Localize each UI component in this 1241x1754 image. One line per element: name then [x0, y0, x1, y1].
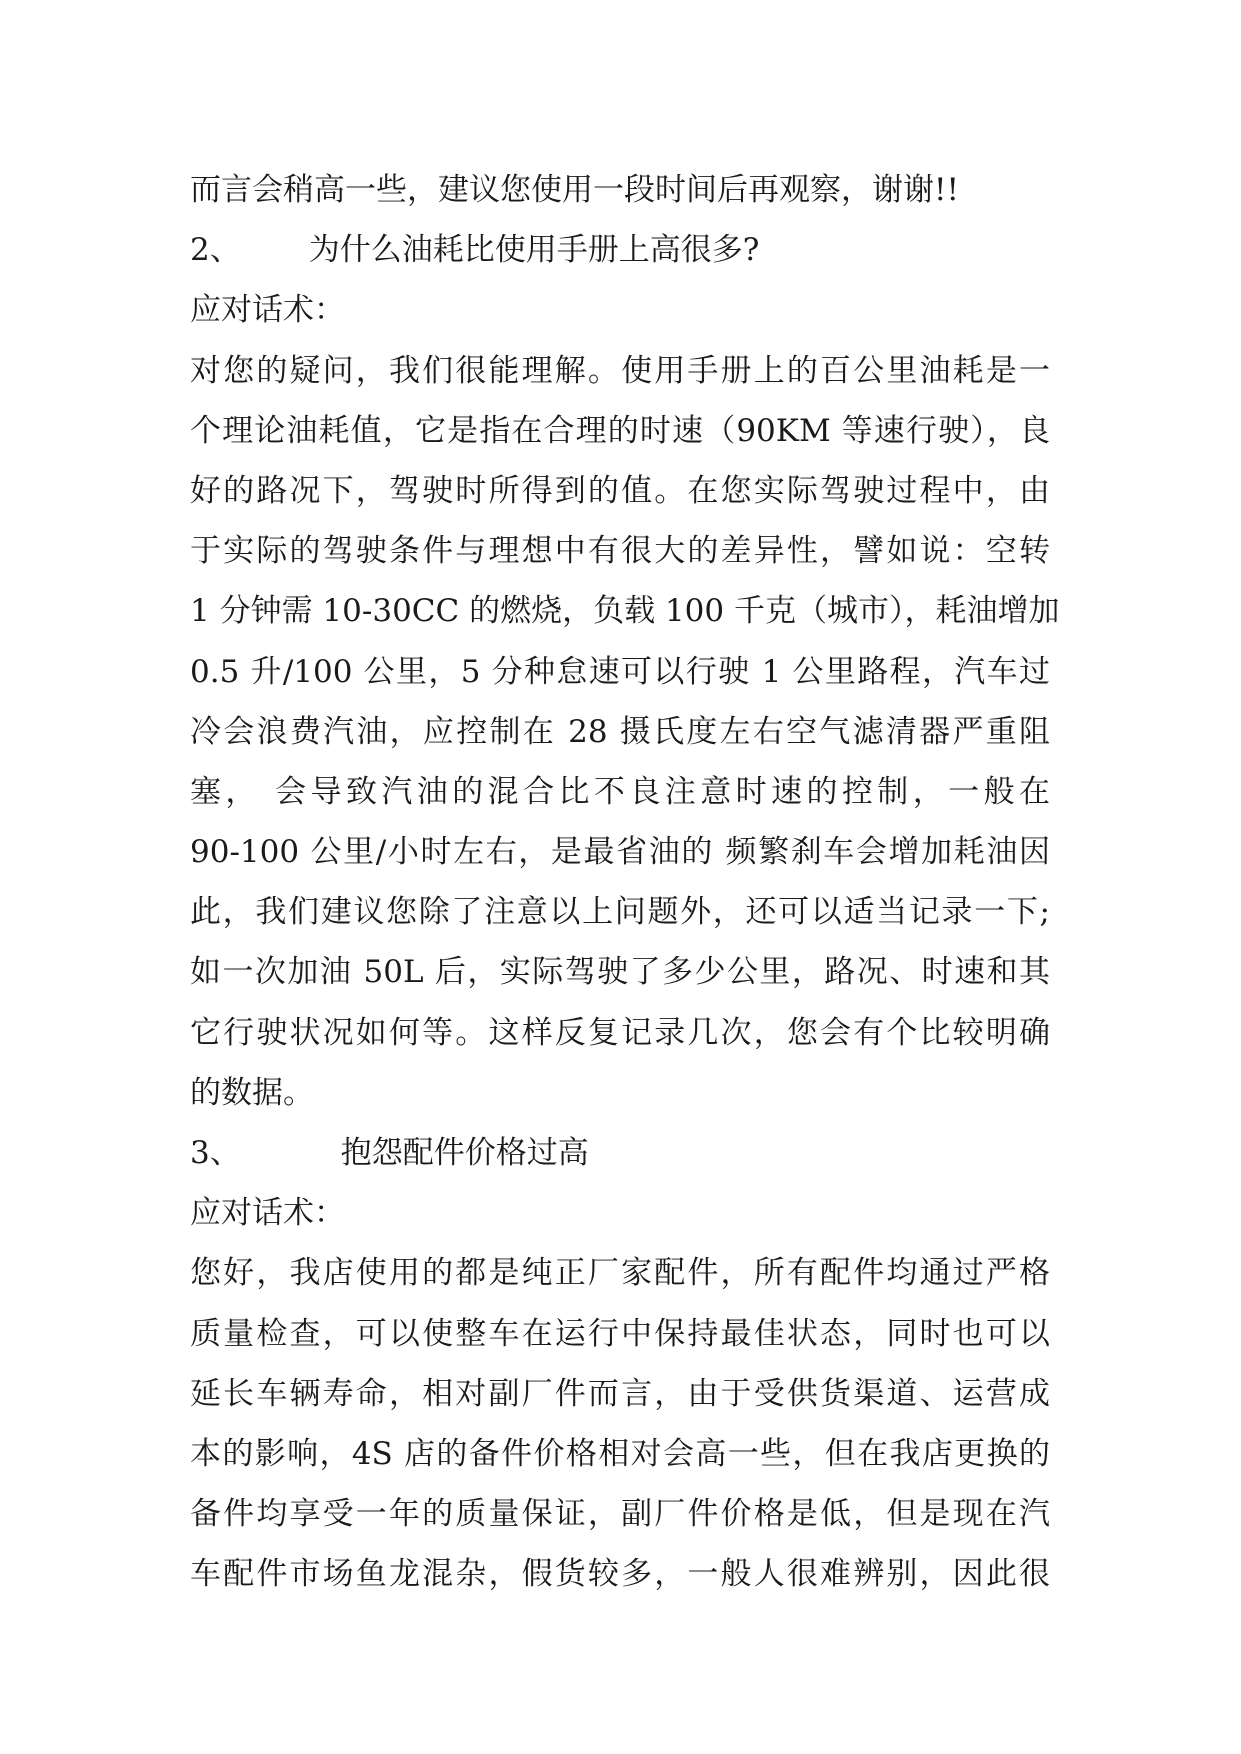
paragraph-line: 0.5 升/100 公里，5 分种怠速可以行驶 1 公里路程，汽车过: [190, 653, 1050, 690]
paragraph-line: 它行驶状况如何等。这样反复记录几次，您会有个比较明确: [190, 1014, 1050, 1051]
paragraph-line: 如一次加油 50L 后，实际驾驶了多少公里，路况、时速和其: [190, 954, 1050, 991]
paragraph-line: 本的影响，4S 店的备件价格相对会高一些，但在我店更换的: [190, 1435, 1050, 1472]
paragraph-line: 此，我们建议您除了注意以上问题外，还可以适当记录一下;: [190, 894, 1050, 931]
heading-number: 2、: [190, 232, 241, 269]
paragraph-line: 塞， 会导致汽油的混合比不良注意时速的控制，一般在: [190, 773, 1050, 810]
section-heading-3: [190, 1123, 1050, 1183]
paragraph-line: 备件均享受一年的质量保证，副厂件价格是低，但是现在汽: [190, 1496, 1050, 1533]
paragraph-line: 质量检查，可以使整车在运行中保持最佳状态，同时也可以: [190, 1315, 1050, 1352]
section-heading-2: [190, 220, 1050, 280]
paragraph-line: 对您的疑问，我们很能理解。使用手册上的百公里油耗是一: [190, 352, 1050, 389]
heading-title: 抱怨配件价格过高: [340, 1135, 589, 1171]
paragraph-line: 冷会浪费汽油，应控制在 28 摄氏度左右空气滤清器严重阻: [190, 713, 1050, 750]
paragraph-line: 而言会稍高一些，建议您使用一段时间后再观察，谢谢!!: [190, 172, 959, 208]
paragraph-line: 好的路况下，驾驶时所得到的值。在您实际驾驶过程中，由: [190, 472, 1050, 509]
paragraph-line: 于实际的驾驶条件与理想中有很大的差异性，譬如说：空转: [190, 533, 1050, 570]
paragraph-line: 的数据。: [190, 1074, 314, 1111]
document-body: [190, 160, 1060, 1605]
paragraph-line: 车配件市场鱼龙混杂，假货较多，一般人很难辨别，因此很: [190, 1556, 1050, 1593]
response-script-label: 应对话术：: [190, 1195, 345, 1232]
paragraph-line: 个理论油耗值，它是指在合理的时速（90KM 等速行驶），良: [190, 412, 1050, 449]
paragraph-line: 您好，我店使用的都是纯正厂家配件，所有配件均通过严格: [190, 1255, 1050, 1292]
paragraph-line: 1 分钟需 10-30CC 的燃烧，负载 100 千克（城市），耗油增加: [190, 593, 1060, 630]
heading-number: 3、: [190, 1135, 241, 1171]
heading-title: 为什么油耗比使用手册上高很多?: [308, 232, 760, 269]
paragraph-line: 90-100 公里/小时左右，是最省油的 频繁刹车会增加耗油因: [190, 834, 1050, 871]
response-script-label: 应对话术：: [190, 292, 345, 329]
paragraph-line: 延长车辆寿命，相对副厂件而言，由于受供货渠道、运营成: [190, 1375, 1050, 1412]
